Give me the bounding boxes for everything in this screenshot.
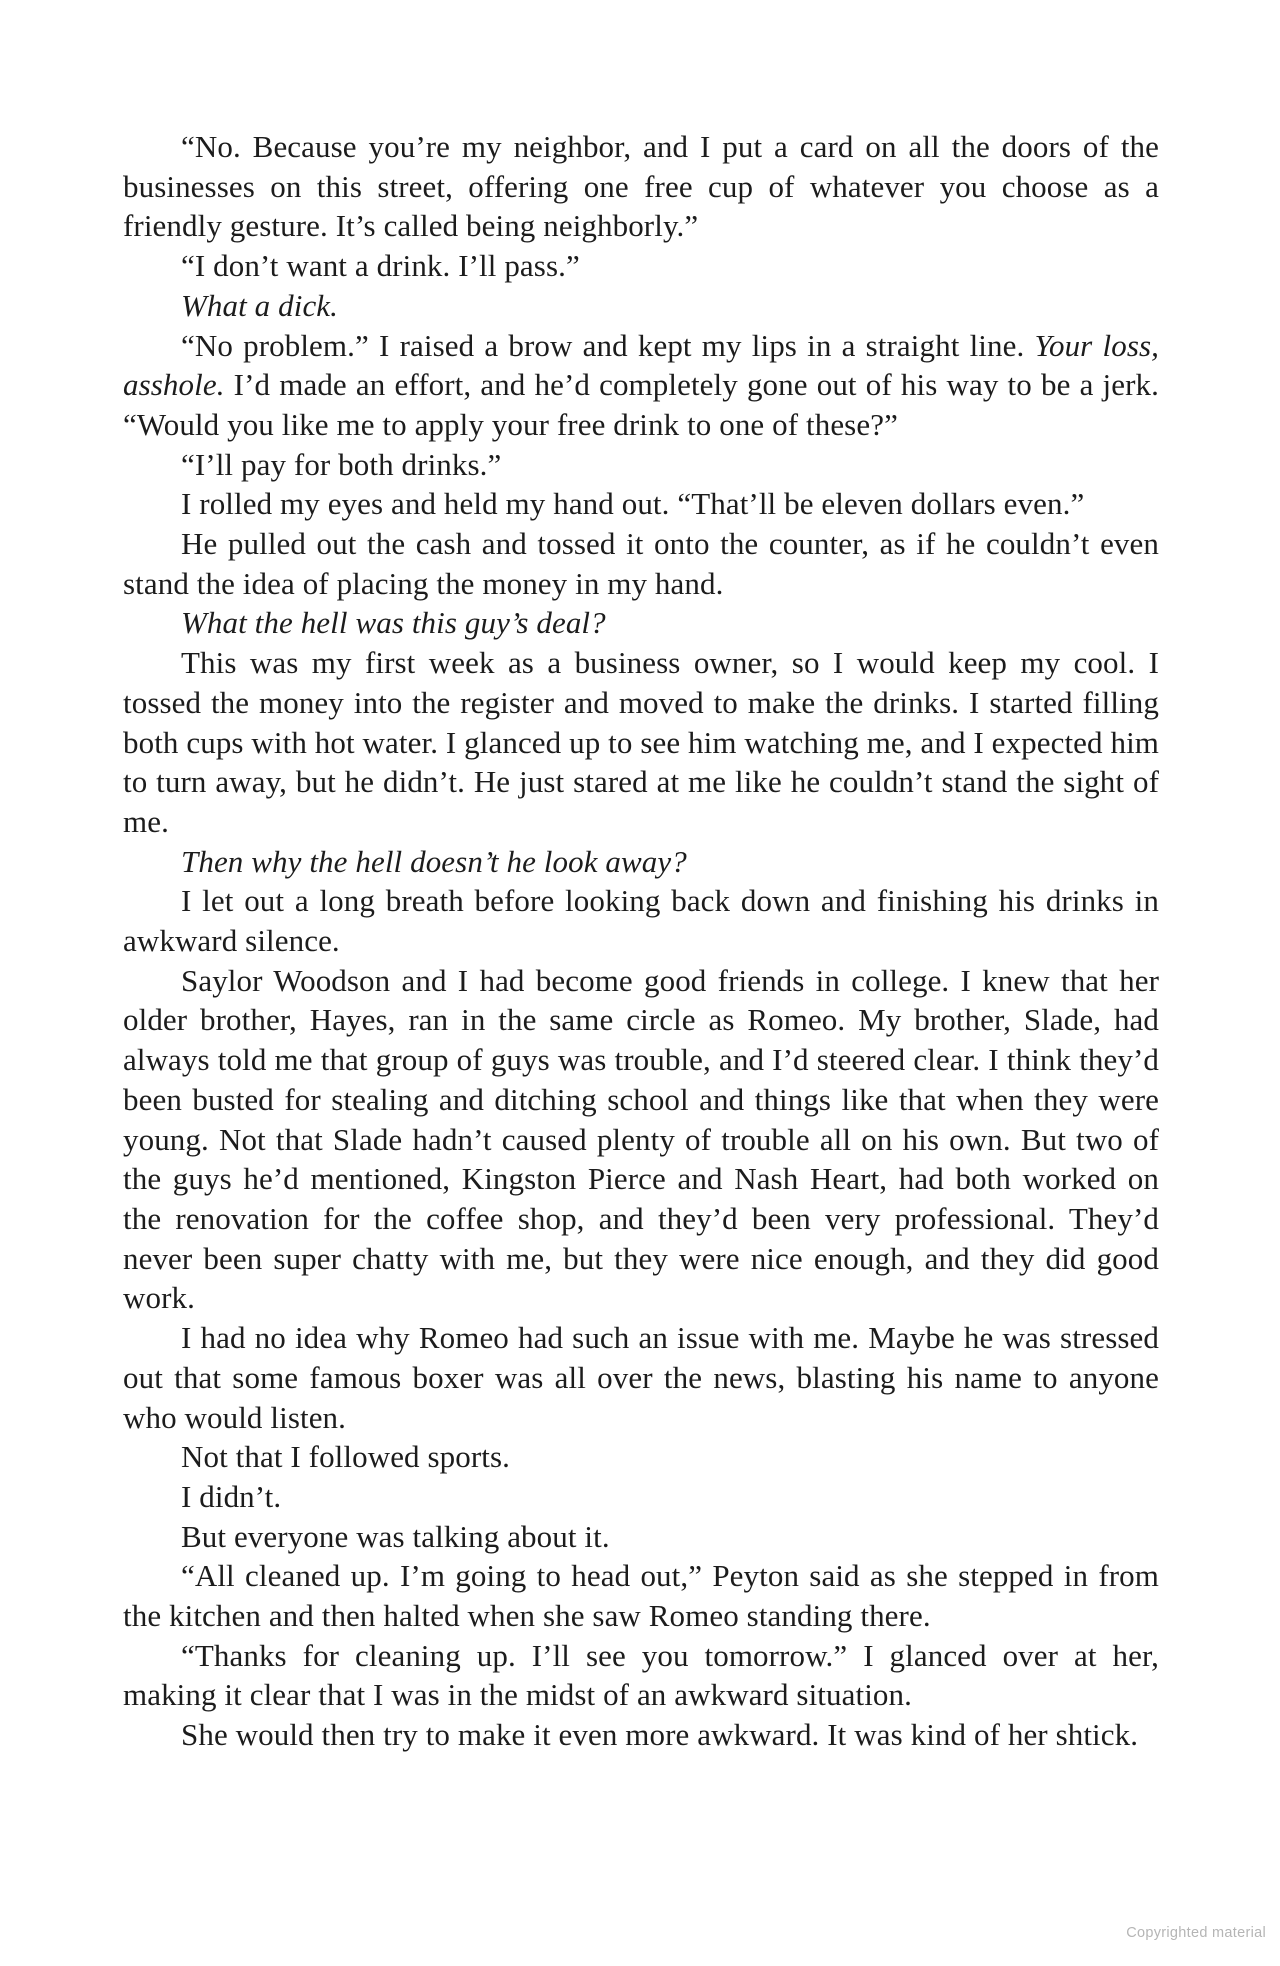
text-run: I had no idea why Romeo had such an issue with me. Maybe he was stressed out that some famous boxer was all over the news, blasting his name to anyone who would listen. — [123, 1320, 1159, 1435]
paragraph — [123, 603, 1159, 643]
paragraph — [123, 842, 1159, 882]
paragraph — [123, 1636, 1159, 1715]
text-run: But everyone was talking about it. — [181, 1518, 610, 1554]
paragraph — [123, 524, 1159, 603]
paragraph — [123, 1517, 1159, 1557]
italic-text-run: What the hell was this guy’s deal? — [181, 605, 606, 641]
paragraph — [123, 1556, 1159, 1635]
paragraph — [123, 881, 1159, 960]
paragraph — [123, 961, 1159, 1318]
text-run: “All cleaned up. I’m going to head out,” Peyton said as she stepped in from the kitchen and then halted when she saw Romeo standing there. — [123, 1558, 1159, 1634]
paragraph — [123, 1318, 1159, 1437]
text-run: “I’ll pay for both drinks.” — [181, 446, 502, 482]
copyright-watermark: Copyrighted material — [1126, 1925, 1266, 1941]
paragraph — [123, 484, 1159, 524]
paragraph — [123, 286, 1159, 326]
italic-text-run: Then why the hell doesn’t he look away? — [181, 843, 687, 879]
paragraph — [123, 1715, 1159, 1755]
paragraph — [123, 1477, 1159, 1517]
text-run: “No. Because you’re my neighbor, and I put a card on all the doors of the businesses on this street, offering one free cup of whatever you choose as a friendly gesture. It’s called being neighborly.” — [123, 129, 1159, 244]
paragraph — [123, 445, 1159, 485]
text-run: Saylor Woodson and I had become good friends in college. I knew that her older brother, Hayes, ran in the same circle as Romeo. My brother, Slade, had always told me that group of guys was trouble, and I’d steered clear. I think they’d been busted for stealing and ditching school and things like that when they were young. Not that Slade hadn’t caused plenty of trouble all on his own. But two of the guys he’d mentioned, Kingston Pierce and Nash Heart, had both worked on the renovation for the coffee shop, and they’d been very professional. They’d never been super chatty with me, but they were nice enough, and they did good work. — [123, 962, 1159, 1316]
text-run: Not that I followed sports. — [181, 1439, 511, 1475]
text-run: I rolled my eyes and held my hand out. “That’ll be eleven dollars even.” — [181, 486, 1085, 522]
text-run: This was my first week as a business owner, so I would keep my cool. I tossed the money into the register and moved to make the drinks. I started filling both cups with hot water. I glanced up to see him watching me, and I expected him to turn away, but he didn’t. He just stared at me like he couldn’t stand the sight of me. — [123, 645, 1159, 839]
text-run: She would then try to make it even more awkward. It was kind of her shtick. — [181, 1717, 1139, 1753]
text-run: I’d made an effort, and he’d completely gone out of his way to be a jerk. “Would you like me to apply your free drink to one of these?” — [123, 367, 1159, 442]
paragraph — [123, 326, 1159, 445]
text-run: “Thanks for cleaning up. I’ll see you tomorrow.” I glanced over at her, making it clear that I was in the midst of an awkward situation. — [123, 1637, 1159, 1713]
paragraph — [123, 643, 1159, 842]
text-run: “I don’t want a drink. I’ll pass.” — [181, 248, 580, 284]
text-run: He pulled out the cash and tossed it onto the counter, as if he couldn’t even stand the idea of placing the money in my hand. — [123, 526, 1159, 601]
italic-text-run: Your loss, asshole. — [123, 327, 1159, 403]
paragraph — [123, 246, 1159, 286]
italic-text-run: What a dick. — [181, 287, 339, 323]
text-run: I didn’t. — [181, 1478, 282, 1514]
page-text-block — [123, 127, 1159, 1755]
paragraph — [123, 127, 1159, 246]
text-run: I let out a long breath before looking back down and finishing his drinks in awkward silence. — [123, 883, 1159, 959]
paragraph — [123, 1437, 1159, 1477]
text-run: “No problem.” I raised a brow and kept my lips in a straight line. — [181, 327, 1035, 363]
